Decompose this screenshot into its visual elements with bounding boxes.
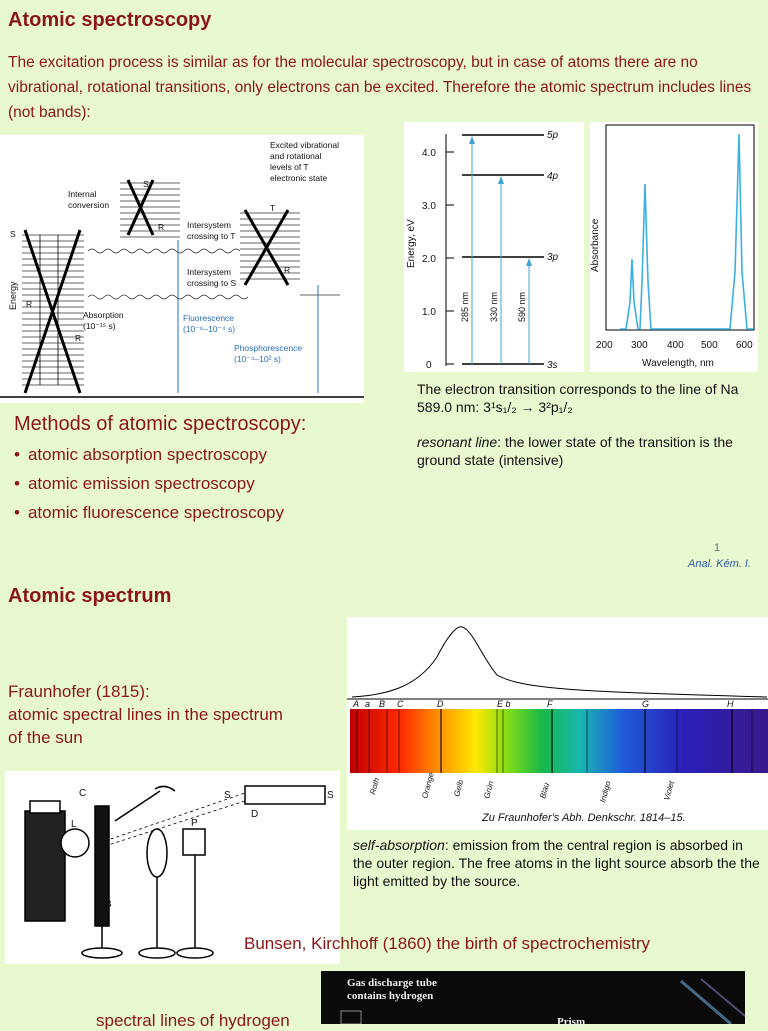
na-line-text: The electron transition corresponds to the line of Na 589.0 nm: bbox=[417, 381, 739, 415]
jab-r2: R bbox=[26, 299, 33, 309]
app-label-B: B bbox=[105, 899, 112, 910]
jab-s0: S bbox=[10, 229, 16, 239]
app-label-P: P bbox=[191, 818, 198, 829]
hydrogen-lines-text: spectral lines of hydrogen bbox=[96, 1011, 290, 1030]
absorbance-plot bbox=[590, 122, 758, 372]
trans-285: 285 nm bbox=[460, 291, 470, 322]
ytick-4: 4.0 bbox=[422, 148, 436, 159]
resonant-definition: : the lower state of the transition is the ground state (intensive) bbox=[417, 434, 733, 468]
ytick-0: 0 bbox=[426, 360, 432, 371]
xtick-600: 600 bbox=[736, 340, 753, 351]
fh-color-violet: Violet bbox=[662, 779, 677, 802]
jab-fluor-2: (10⁻⁶–10⁻⁴ s) bbox=[183, 324, 236, 334]
prism-label: Prism bbox=[557, 1016, 586, 1028]
methods-list bbox=[14, 440, 284, 527]
fh-color-roth: Roth bbox=[368, 776, 382, 796]
fh-letter-G: G bbox=[642, 699, 650, 709]
fh-letter-a: a bbox=[365, 699, 371, 709]
jab-isc-t1-2: crossing to T bbox=[187, 231, 236, 241]
spectrum-caption: Zu Fraunhofer's Abh. Denkschr. 1814–15. bbox=[482, 812, 686, 824]
slide-number: 1 bbox=[714, 542, 721, 554]
jab-r3: R bbox=[284, 265, 291, 275]
app-label-C: C bbox=[79, 788, 87, 799]
footer-text: Anal. Kém. I. bbox=[688, 558, 751, 570]
app-label-S1: S bbox=[224, 790, 231, 801]
xtick-500: 500 bbox=[701, 340, 718, 351]
fh-color-blau: Blau bbox=[538, 781, 552, 800]
method-item: • atomic fluorescence spectroscopy bbox=[14, 498, 284, 527]
jab-isc-s0-1: Intersystem bbox=[187, 267, 231, 277]
fh-letter-C: C bbox=[397, 699, 404, 709]
app-label-L: L bbox=[71, 819, 77, 830]
slide2-title: Atomic spectrum bbox=[8, 585, 172, 607]
fraunhofer-line-2: atomic spectral lines in the spectrum bbox=[8, 705, 283, 724]
jab-energy-axis: Energy bbox=[8, 281, 18, 310]
jab-t1: T bbox=[270, 203, 276, 213]
self-absorption-text bbox=[353, 836, 763, 890]
level-5p: 5p bbox=[547, 130, 559, 141]
jab-phos-2: (10⁻⁴–10² s) bbox=[234, 354, 281, 364]
level-3s: 3s bbox=[547, 360, 558, 371]
absorbance-ylabel: Absorbance bbox=[590, 218, 601, 272]
level-3p: 3p bbox=[547, 252, 559, 263]
jab-r4: R bbox=[75, 333, 82, 343]
fh-letter-B: B bbox=[379, 699, 386, 709]
absorbance-xlabel: Wavelength, nm bbox=[642, 358, 714, 369]
jab-isc-t1-1: Intersystem bbox=[187, 220, 231, 230]
jab-r1: R bbox=[158, 222, 165, 232]
method-item: • atomic emission spectroscopy bbox=[14, 469, 284, 498]
na-transition-formula: 3¹s₁/₂ → 3²p₁/₂ bbox=[483, 399, 573, 415]
jab-excited-2: and rotational bbox=[270, 151, 322, 161]
xtick-300: 300 bbox=[631, 340, 648, 351]
jab-abs-1: Absorption bbox=[83, 310, 124, 320]
jab-fluor-1: Fluorescence bbox=[183, 313, 235, 323]
selfabs-term: self-absorption bbox=[353, 837, 445, 853]
method-item: • atomic absorption spectroscopy bbox=[14, 440, 284, 469]
ytick-2: 2.0 bbox=[422, 254, 436, 265]
trans-330: 330 nm bbox=[489, 291, 499, 322]
na-transition-text bbox=[417, 380, 762, 416]
fraunhofer-caption bbox=[8, 680, 338, 749]
fh-color-gelb: Gelb bbox=[452, 778, 466, 798]
app-label-S2: S bbox=[327, 790, 334, 801]
trans-590: 590 nm bbox=[517, 291, 527, 322]
fh-letter-F: F bbox=[547, 699, 553, 709]
jab-s1: S bbox=[143, 179, 149, 189]
methods-title: Methods of atomic spectroscopy: bbox=[14, 413, 307, 435]
solar-spectrum-figure bbox=[347, 617, 768, 830]
fh-color-indigo: Indigo bbox=[598, 780, 613, 804]
jab-ic-1: Internal bbox=[68, 189, 97, 199]
na-energy-diagram bbox=[404, 122, 584, 372]
fh-color-orange: Orange bbox=[420, 771, 436, 800]
jab-excited-4: electronic state bbox=[270, 173, 328, 183]
energy-ylabel: Energy, eV bbox=[406, 219, 417, 268]
jablonski-diagram bbox=[0, 135, 364, 403]
app-label-D: D bbox=[251, 809, 259, 820]
fh-color-gruen: Grün bbox=[482, 779, 496, 800]
level-4p: 4p bbox=[547, 171, 559, 182]
fh-letter-Eb: E b bbox=[497, 699, 511, 709]
gas-discharge-figure bbox=[321, 971, 745, 1028]
fh-letter-D: D bbox=[437, 699, 444, 709]
jab-excited-3: levels of T bbox=[270, 162, 309, 172]
gas-tube-title-1: Gas discharge tube bbox=[347, 977, 437, 989]
jab-ic-2: conversion bbox=[68, 200, 110, 210]
ytick-3: 3.0 bbox=[422, 201, 436, 212]
intro-paragraph: The excitation process is similar as for the molecular spectroscopy, but in case of atoms there are no vibrational, rotational transitions, only electrons can be excited. Therefore the atomic spectrum includes lines (not bands): bbox=[8, 54, 752, 121]
fraunhofer-line-1: Fraunhofer (1815): bbox=[8, 682, 150, 701]
bunsen-kirchhoff-text: Bunsen, Kirchhoff (1860) the birth of spectrochemistry bbox=[244, 934, 650, 953]
fh-letter-H: H bbox=[727, 699, 734, 709]
fh-letter-A: A bbox=[353, 699, 360, 709]
resonant-term: resonant line bbox=[417, 434, 498, 450]
gas-tube-title-2: contains hydrogen bbox=[347, 990, 434, 1002]
jab-abs-2: (10⁻¹⁵ s) bbox=[83, 321, 116, 331]
jab-excited-1: Excited vibrational bbox=[270, 140, 339, 150]
ytick-1: 1.0 bbox=[422, 307, 436, 318]
fraunhofer-line-3: of the sun bbox=[8, 728, 83, 747]
xtick-400: 400 bbox=[667, 340, 684, 351]
resonant-line-text bbox=[417, 433, 762, 469]
jab-isc-s0-2: crossing to S bbox=[187, 278, 237, 288]
jab-phos-1: Phosphorescence bbox=[234, 343, 303, 353]
selfabs-definition: : emission from the central region is absorbed in the outer region. The free atoms in the light source absorb the the light emitted by the source. bbox=[353, 837, 760, 889]
slide-title: Atomic spectroscopy bbox=[8, 9, 212, 31]
xtick-200: 200 bbox=[596, 340, 613, 351]
